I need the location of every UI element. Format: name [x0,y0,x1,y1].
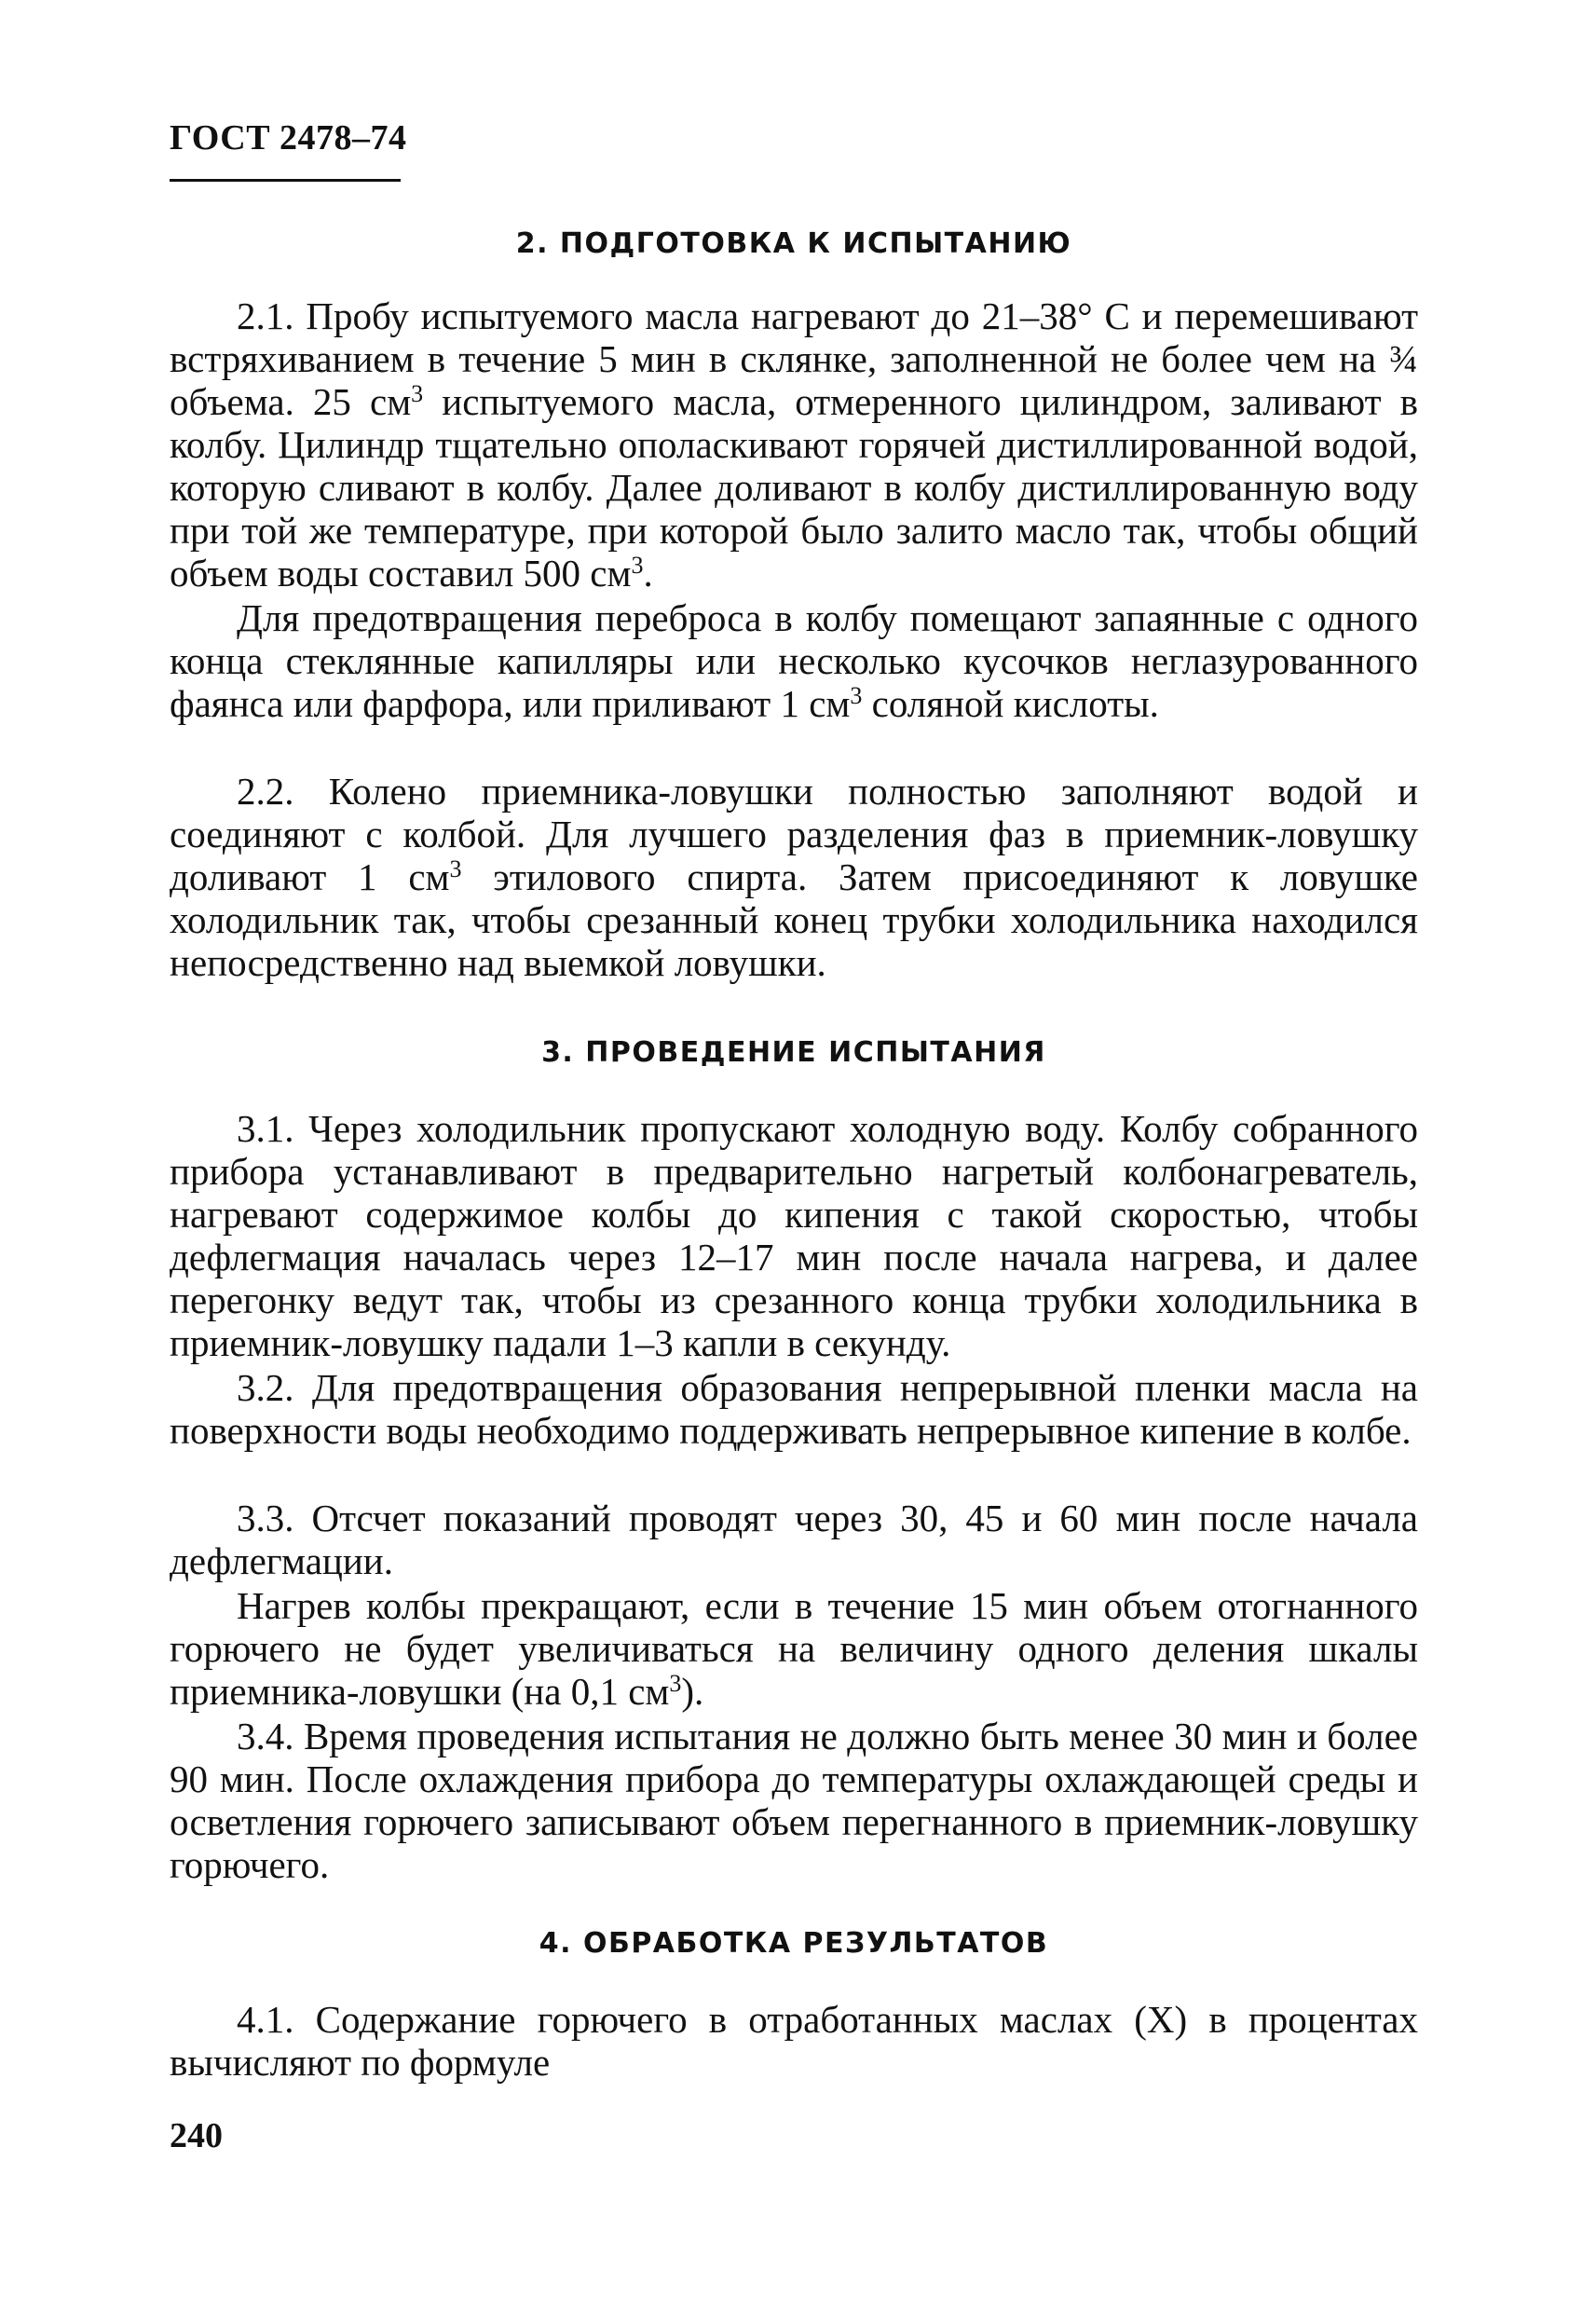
paragraph-3-4: 3.4. Время проведения испытания не должно быть менее 30 мин и более 90 мин. После охлаждения прибора до температуры охлаждающей среды и осветления горючего записывают объем перегнанного в приемник-ловушку горючего. [170,1715,1418,1886]
paragraph-text: 2.2. Колено приемника-ловушки полностью заполняют водой и соединяют с колбой. Для лучшего разделения фаз в приемник-ловушку доливают 1 см [170,770,1418,898]
superscript: 3 [449,855,462,882]
paragraph-2-2 [170,770,1418,984]
section-title-4: 4. ОБРАБОТКА РЕЗУЛЬТАТОВ [539,1927,1049,1960]
header-rule [170,179,401,182]
paragraph-text: 2.1. Пробу испытуемого масла нагревают до 21–38° С и перемешивают встряхиванием в течение 5 мин в склянке, заполненной не более чем на ¾ объема. 25 см [170,294,1418,423]
paragraph-text: ). [681,1670,704,1713]
standard-header: ГОСТ 2478–74 [170,118,407,157]
page-number: 240 [170,2116,223,2155]
paragraph-2-1 [170,294,1418,595]
superscript: 3 [669,1670,682,1697]
paragraph-3-2: 3.2. Для предотвращения образования непрерывной пленки масла на поверхности воды необходимо поддерживать непрерывное кипение в колбе. [170,1366,1418,1452]
paragraph-4-1: 4.1. Содержание горючего в отработанных маслах (X) в процентах вычисляют по формуле [170,1998,1418,2084]
paragraph-text: Нагрев колбы прекращают, если в течение 15 мин объем отогнанного горючего не будет увеличиваться на величину одного деления шкалы приемника-ловушки (на 0,1 см [170,1584,1418,1713]
superscript: 3 [850,682,863,709]
paragraph-text: соляной кислоты. [862,682,1159,725]
section-title-2: 2. ПОДГОТОВКА К ИСПЫТАНИЮ [515,227,1072,260]
paragraph-text: этилового спирта. Затем присоединяют к ловушке холодильник так, чтобы срезанный конец трубки холодильника находился непосредственно над выемкой ловушки. [170,855,1418,984]
section-title-3: 3. ПРОВЕДЕНИЕ ИСПЫТАНИЯ [541,1036,1046,1069]
paragraph-3-3-continued [170,1584,1418,1713]
superscript: 3 [631,552,644,579]
paragraph-text: . [643,552,653,595]
paragraph-2-1-continued [170,596,1418,725]
paragraph-text: Для предотвращения переброса в колбу помещают запаянные с одного конца стеклянные капилляры или несколько кусочков неглазурованного фаянса или фарфора, или приливают 1 см [170,596,1418,725]
paragraph-text: испытуемого масла, отмеренного цилиндром, заливают в колбу. Цилиндр тщательно ополаскивают горячей дистиллированной водой, которую сливают в колбу. Далее доливают в колбу дистиллированную воду при той же температуре, при которой было залито масло так, чтобы общий объем воды составил 500 см [170,380,1418,595]
paragraph-3-1: 3.1. Через холодильник пропускают холодную воду. Колбу собранного прибора устанавливают в предварительно нагретый колбонагреватель, нагревают содержимое колбы до кипения с такой скоростью, чтобы дефлегмация началась через 12–17 мин после начала нагрева, и далее перегонку ведут так, чтобы из срезанного конца трубки холодильника в приемник-ловушку падали 1–3 капли в секунду. [170,1107,1418,1364]
paragraph-3-3: 3.3. Отсчет показаний проводят через 30, 45 и 60 мин после начала дефлегмации. [170,1497,1418,1582]
superscript: 3 [411,380,424,407]
